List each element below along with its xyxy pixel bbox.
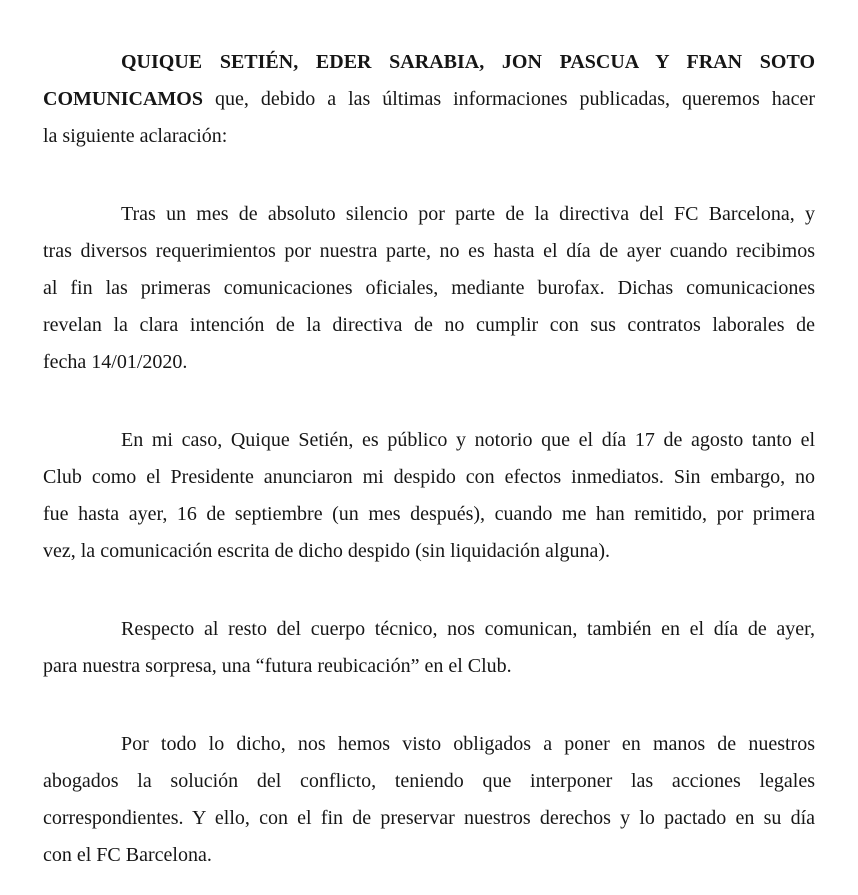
paragraph <box>43 44 815 155</box>
paragraph <box>43 196 815 381</box>
text-line <box>43 81 815 118</box>
body-text: Respecto al resto del cuerpo técnico, nos comunican, también en el día de ayer, <box>121 618 815 640</box>
text-line <box>43 726 815 763</box>
body-text: revelan la clara intención de la directiva de no cumplir con sus contratos laborales de <box>43 314 815 336</box>
text-line <box>43 270 815 307</box>
body-text: que, debido a las últimas informaciones publicadas, queremos hacer <box>203 88 815 110</box>
text-line <box>43 233 815 270</box>
body-text: al fin las primeras comunicaciones oficiales, mediante burofax. Dichas comunicaciones <box>43 277 815 299</box>
text-line <box>43 611 815 648</box>
text-line <box>43 118 815 155</box>
paragraph <box>43 726 815 874</box>
paragraph <box>43 611 815 685</box>
text-line <box>43 763 815 800</box>
text-line <box>43 648 815 685</box>
bold-text: QUIQUE SETIÉN, EDER SARABIA, JON PASCUA Y FRAN SOTO <box>121 51 815 73</box>
text-line <box>43 496 815 533</box>
text-line <box>43 422 815 459</box>
body-text: En mi caso, Quique Setién, es público y notorio que el día 17 de agosto tanto el <box>121 429 815 451</box>
body-text: Tras un mes de absoluto silencio por parte de la directiva del FC Barcelona, y <box>121 203 815 225</box>
body-text: para nuestra sorpresa, una “futura reubicación” en el Club. <box>43 655 512 677</box>
body-text: tras diversos requerimientos por nuestra parte, no es hasta el día de ayer cuando recibimos <box>43 240 815 262</box>
paragraph <box>43 422 815 570</box>
body-text: fue hasta ayer, 16 de septiembre (un mes después), cuando me han remitido, por primera <box>43 503 815 525</box>
text-line <box>43 800 815 837</box>
text-line <box>43 533 815 570</box>
document-body <box>43 44 815 874</box>
text-line <box>43 44 815 81</box>
text-line <box>43 344 815 381</box>
bold-text: COMUNICAMOS <box>43 88 203 110</box>
body-text: con el FC Barcelona. <box>43 844 212 866</box>
body-text: fecha 14/01/2020. <box>43 351 188 373</box>
text-line <box>43 837 815 874</box>
text-line <box>43 307 815 344</box>
text-line <box>43 196 815 233</box>
body-text: la siguiente aclaración: <box>43 125 228 147</box>
text-line <box>43 459 815 496</box>
body-text: abogados la solución del conflicto, teniendo que interponer las acciones legales <box>43 770 815 792</box>
body-text: Club como el Presidente anunciaron mi despido con efectos inmediatos. Sin embargo, no <box>43 466 815 488</box>
body-text: Por todo lo dicho, nos hemos visto obligados a poner en manos de nuestros <box>121 733 815 755</box>
body-text: vez, la comunicación escrita de dicho despido (sin liquidación alguna). <box>43 540 611 562</box>
body-text: correspondientes. Y ello, con el fin de preservar nuestros derechos y lo pactado en su día <box>43 807 815 829</box>
